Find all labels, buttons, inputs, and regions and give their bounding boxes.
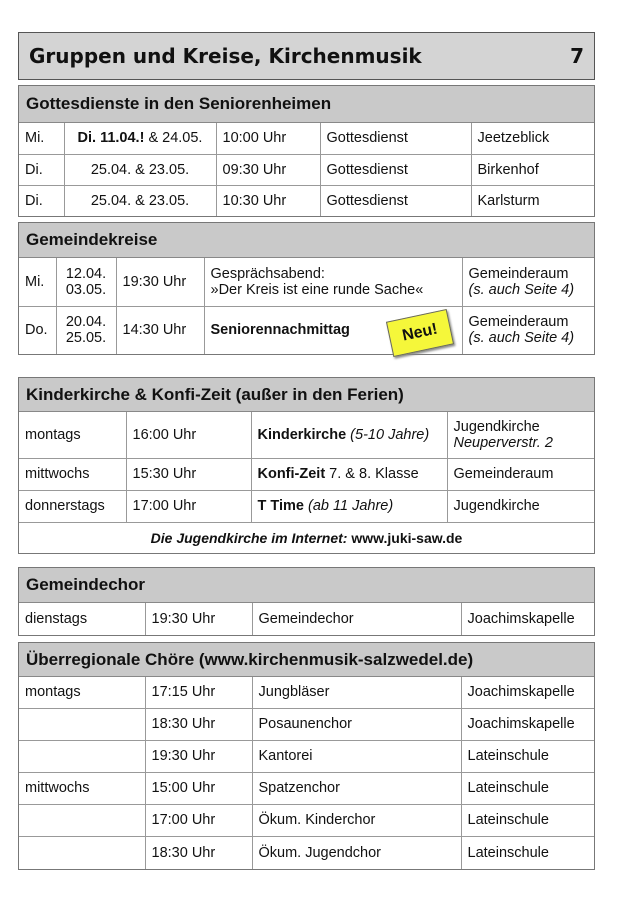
- day: mittwochs: [19, 772, 145, 804]
- section-choere: [18, 642, 595, 870]
- table-row: [19, 677, 594, 708]
- day: [19, 740, 145, 772]
- day: [19, 708, 145, 740]
- place: Joachimskapelle: [461, 677, 594, 708]
- time: 16:00 Uhr: [126, 412, 251, 458]
- day: montags: [19, 677, 145, 708]
- gemeindechor-table: [19, 603, 594, 635]
- section-heading: Gemeindekreise: [19, 223, 594, 258]
- gottesdienste-table: [19, 123, 594, 216]
- table-row: [19, 154, 594, 185]
- place: Gemeinderaum (s. auch Seite 4): [462, 258, 594, 306]
- day: dienstags: [19, 603, 145, 635]
- section-kinderkirche: [18, 377, 595, 554]
- table-row: [19, 258, 594, 306]
- table-row: [19, 306, 594, 354]
- event: Kantorei: [252, 740, 461, 772]
- time: 17:00 Uhr: [145, 804, 252, 836]
- table-row: [19, 458, 594, 490]
- day: donnerstags: [19, 490, 126, 522]
- table-row: [19, 804, 594, 836]
- time: 10:00 Uhr: [216, 123, 320, 154]
- new-badge: Neu!: [386, 309, 454, 357]
- day: Mi.: [19, 258, 56, 306]
- kinderkirche-table: [19, 412, 594, 553]
- day: [19, 804, 145, 836]
- section-heading: Gottesdienste in den Seniorenheimen: [19, 86, 594, 123]
- time: 17:00 Uhr: [126, 490, 251, 522]
- time: 15:30 Uhr: [126, 458, 251, 490]
- event: Gesprächsabend: »Der Kreis ist eine runde Sache«: [204, 258, 462, 306]
- place: Birkenhof: [471, 154, 594, 185]
- time: 19:30 Uhr: [145, 603, 252, 635]
- choere-table: [19, 677, 594, 869]
- place: Lateinschule: [461, 740, 594, 772]
- place: Lateinschule: [461, 836, 594, 869]
- event: Spatzenchor: [252, 772, 461, 804]
- day: Mi.: [19, 123, 64, 154]
- page-number: 7: [570, 44, 584, 68]
- event: T Time (ab 11 Jahre): [251, 490, 447, 522]
- place: Karlsturm: [471, 185, 594, 216]
- place: Gemeinderaum: [447, 458, 594, 490]
- section-heading: Überregionale Chöre (www.kirchenmusik-salzwedel.de): [19, 643, 594, 677]
- table-row: [19, 185, 594, 216]
- page-title: Gruppen und Kreise, Kirchenmusik: [29, 44, 422, 68]
- event: Ökum. Jugendchor: [252, 836, 461, 869]
- page-title-bar: [18, 32, 595, 80]
- place: Gemeinderaum (s. auch Seite 4): [462, 306, 594, 354]
- time: 15:00 Uhr: [145, 772, 252, 804]
- day: Di.: [19, 154, 64, 185]
- place: Jugendkirche: [447, 490, 594, 522]
- event: Jungbläser: [252, 677, 461, 708]
- table-row: [19, 123, 594, 154]
- day: mittwochs: [19, 458, 126, 490]
- date: 25.04. & 23.05.: [64, 185, 216, 216]
- event: Gottesdienst: [320, 154, 471, 185]
- table-row: [19, 772, 594, 804]
- table-row: [19, 603, 594, 635]
- time: 18:30 Uhr: [145, 708, 252, 740]
- day: Do.: [19, 306, 56, 354]
- time: 19:30 Uhr: [116, 258, 204, 306]
- place: Joachimskapelle: [461, 708, 594, 740]
- dates: 12.04. 03.05.: [56, 258, 116, 306]
- time: 18:30 Uhr: [145, 836, 252, 869]
- time: 17:15 Uhr: [145, 677, 252, 708]
- time: 19:30 Uhr: [145, 740, 252, 772]
- day: montags: [19, 412, 126, 458]
- time: 14:30 Uhr: [116, 306, 204, 354]
- dates: 20.04. 25.05.: [56, 306, 116, 354]
- event: Gemeindechor: [252, 603, 461, 635]
- event: Konfi-Zeit 7. & 8. Klasse: [251, 458, 447, 490]
- day: [19, 836, 145, 869]
- place: Lateinschule: [461, 772, 594, 804]
- time: 10:30 Uhr: [216, 185, 320, 216]
- event: Seniorennachmittag: [204, 306, 462, 354]
- website-link[interactable]: www.juki-saw.de: [347, 529, 463, 546]
- place: Lateinschule: [461, 804, 594, 836]
- place: Jugendkirche Neuperverstr. 2: [447, 412, 594, 458]
- place: Jeetzeblick: [471, 123, 594, 154]
- table-row: [19, 740, 594, 772]
- event: Gottesdienst: [320, 123, 471, 154]
- day: Di.: [19, 185, 64, 216]
- table-row: [19, 412, 594, 458]
- place: Joachimskapelle: [461, 603, 594, 635]
- table-row: [19, 836, 594, 869]
- date: Di. 11.04.! & 24.05.: [64, 123, 216, 154]
- table-row: [19, 708, 594, 740]
- event: Gottesdienst: [320, 185, 471, 216]
- time: 09:30 Uhr: [216, 154, 320, 185]
- table-row: [19, 490, 594, 522]
- section-heading: Gemeindechor: [19, 568, 594, 603]
- date: 25.04. & 23.05.: [64, 154, 216, 185]
- section-gemeindekreise: [18, 222, 595, 355]
- section-heading: Kinderkirche & Konfi-Zeit (außer in den Ferien): [19, 378, 594, 412]
- website-note: Die Jugendkirche im Internet: www.juki-saw.de: [19, 522, 594, 553]
- event: Ökum. Kinderchor: [252, 804, 461, 836]
- section-gottesdienste: [18, 85, 595, 217]
- event: Posaunenchor: [252, 708, 461, 740]
- event: Kinderkirche (5-10 Jahre): [251, 412, 447, 458]
- section-gemeindechor: [18, 567, 595, 636]
- gemeindekreise-table: [19, 258, 594, 354]
- table-row: [19, 522, 594, 553]
